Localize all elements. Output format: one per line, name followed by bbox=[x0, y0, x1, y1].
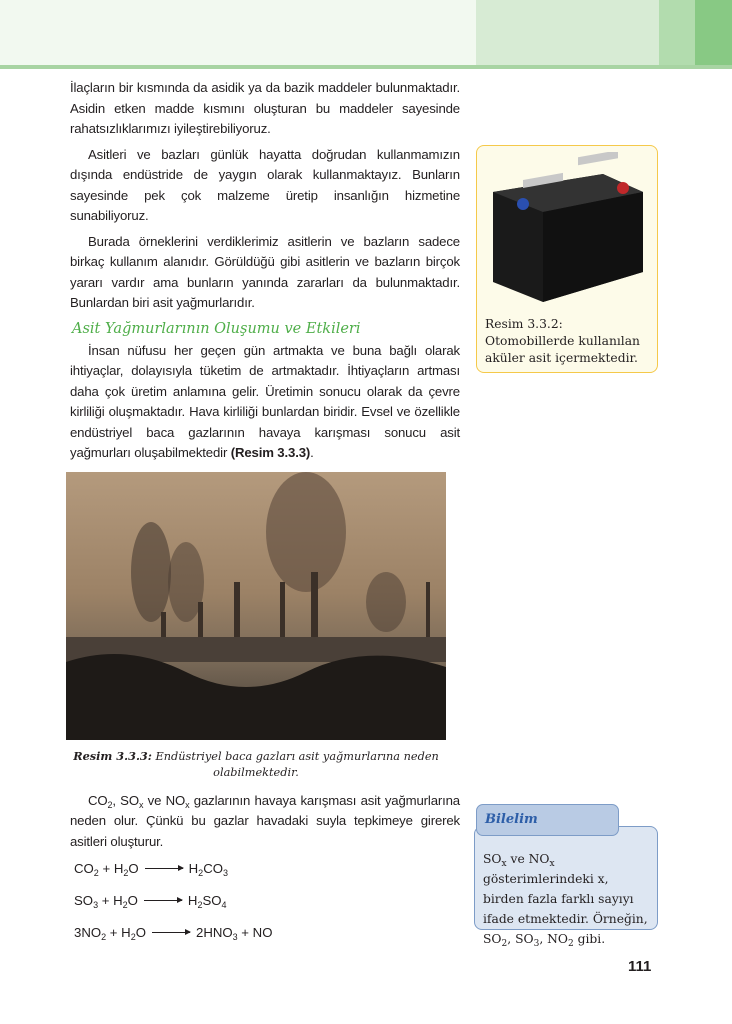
text-run: SO bbox=[74, 893, 94, 908]
equation-2 bbox=[74, 892, 460, 910]
paragraph bbox=[70, 791, 460, 853]
equation-reactants bbox=[74, 861, 139, 876]
subscript: 2 bbox=[123, 868, 129, 878]
industrial-smoke-photo bbox=[66, 472, 446, 740]
smokestacks-illustration bbox=[66, 472, 446, 740]
text-run: 2HNO bbox=[195, 925, 233, 940]
header-band-1 bbox=[0, 0, 476, 66]
text-run: SO bbox=[483, 852, 502, 866]
subscript: 2 bbox=[93, 868, 99, 878]
paragraph: Burada örneklerini verdiklerimiz asitlerin ve bazların sadece birkaç kullanım alanıdır. Görüldüğü gibi asitlerin ve bazların birçok yararı vardır ama bunların yanında zararları da bulunmaktadır. Bunlardan biri asit yağmurlarıdır. bbox=[70, 233, 460, 310]
text-run: + H bbox=[106, 925, 131, 940]
subscript: 2 bbox=[567, 939, 574, 949]
equation-products bbox=[189, 861, 228, 876]
text-run: + H bbox=[98, 861, 124, 876]
equation-reactants bbox=[74, 925, 146, 940]
equation-products bbox=[196, 925, 272, 940]
text-run: + H bbox=[98, 893, 123, 908]
text-run: CO bbox=[74, 861, 94, 876]
text-run: H bbox=[187, 893, 198, 908]
text-run: ve NO bbox=[143, 792, 186, 808]
text-run: O bbox=[128, 861, 139, 876]
text-run: gibi. bbox=[573, 932, 606, 946]
reaction-arrow-icon bbox=[145, 868, 183, 869]
subscript: 4 bbox=[221, 900, 227, 910]
subscript: 2 bbox=[198, 868, 204, 878]
text-run: , NO bbox=[539, 932, 568, 946]
figure-reference: (Resim 3.3.3) bbox=[230, 445, 311, 460]
text-run: + NO bbox=[237, 925, 273, 940]
caption-label: Resim 3.3.3: bbox=[73, 748, 152, 763]
equation-reactants bbox=[74, 893, 138, 908]
subscript: 2 bbox=[122, 900, 128, 910]
subscript: 2 bbox=[130, 932, 136, 942]
paragraph: İlaçların bir kısmında da asidik ya da bazik maddeler bulunmaktadır. Asidin etken madde kısmını oluşturan bu maddeler sayesinde rahatsızlıklarımızı iyileştirebiliyoruz. bbox=[70, 80, 460, 136]
subscript: x bbox=[138, 799, 144, 810]
gas-text bbox=[70, 791, 460, 853]
text-run: CO bbox=[203, 861, 223, 876]
subscript: x bbox=[549, 859, 555, 869]
subscript: x bbox=[185, 799, 190, 810]
section-title: Asit Yağmurlarının Oluşumu ve Etkileri bbox=[72, 320, 361, 337]
caption-text: Endüstriyel baca gazları asit yağmurlarına neden olabilmektedir. bbox=[151, 749, 439, 779]
car-battery-image bbox=[483, 152, 653, 312]
subscript: 3 bbox=[533, 939, 540, 949]
subscript: 2 bbox=[101, 932, 107, 942]
text-run: gazlarının havaya karışması asit yağmurlarına neden olur. Çünkü bu gazlar havadaki suyla tepkimeye girerek asitleri oluşturur. bbox=[70, 792, 460, 849]
subscript: 3 bbox=[222, 868, 228, 878]
header-rule bbox=[0, 65, 732, 69]
paragraph: İnsan nüfusu her geçen gün artmakta ve buna bağlı olarak ihtiyaçlar, dolayısıyla tüketim de artmaktadır. İhtiyaçların artması daha çok üretim anlamına gelir. Üretimin sonucu olarak da çevre kirliliği oluşmaktadır. Hava kirliliği bunlardan biridir. Evsel ve özellikle endüstriyel baca gazlarının havaya karışması sonucu asit yağmurları oluşabilmektedir bbox=[70, 342, 460, 460]
equation-3 bbox=[74, 924, 460, 942]
text-run: O bbox=[135, 925, 146, 940]
equation-products bbox=[188, 893, 227, 908]
text-run: O bbox=[127, 893, 138, 908]
battery-figure-box bbox=[476, 145, 658, 373]
intro-text bbox=[70, 78, 460, 314]
text-run: CO bbox=[88, 792, 108, 808]
header-band-3 bbox=[659, 0, 695, 66]
subscript: x bbox=[501, 859, 507, 869]
text-run: 3NO bbox=[74, 925, 102, 940]
bilelim-title: Bilelim bbox=[476, 804, 619, 836]
reaction-arrow-icon bbox=[144, 900, 182, 901]
battery-caption: Resim 3.3.2: Otomobillerde kullanılan aküler asit içermektedir. bbox=[485, 317, 640, 365]
subscript: 2 bbox=[197, 900, 203, 910]
subscript: 3 bbox=[232, 932, 238, 942]
text-run: , SO bbox=[507, 932, 534, 946]
main-column bbox=[70, 78, 460, 956]
photo-caption bbox=[66, 748, 446, 781]
bilelim-box bbox=[474, 826, 658, 949]
bilelim-text bbox=[483, 849, 651, 949]
text-run: ve NO bbox=[506, 852, 550, 866]
text-run: , SO bbox=[112, 792, 139, 808]
header-band-2 bbox=[476, 0, 659, 66]
subscript: 3 bbox=[93, 900, 99, 910]
text-run: gösterimlerindeki x, birden fazla farklı sayıyı ifade etmektedir. Örneğin, SO bbox=[483, 872, 648, 946]
subscript: 2 bbox=[107, 799, 113, 810]
page-number: 111 bbox=[628, 958, 652, 975]
paragraph: Asitleri ve bazları günlük hayatta doğrudan kullanmamızın dışında endüstride de yaygın olarak kullanmaktayız. Bunların sayesinde pek çok malzeme üretip insanlığın hizmetine sunabiliyoruz. bbox=[70, 146, 460, 223]
equation-1 bbox=[74, 860, 460, 878]
subscript: 2 bbox=[501, 939, 508, 949]
reaction-arrow-icon bbox=[152, 932, 190, 933]
period: . bbox=[310, 445, 314, 460]
section-text bbox=[70, 341, 460, 464]
header-band-4 bbox=[695, 0, 732, 66]
text-run: SO bbox=[202, 893, 222, 908]
text-run: H bbox=[188, 861, 199, 876]
